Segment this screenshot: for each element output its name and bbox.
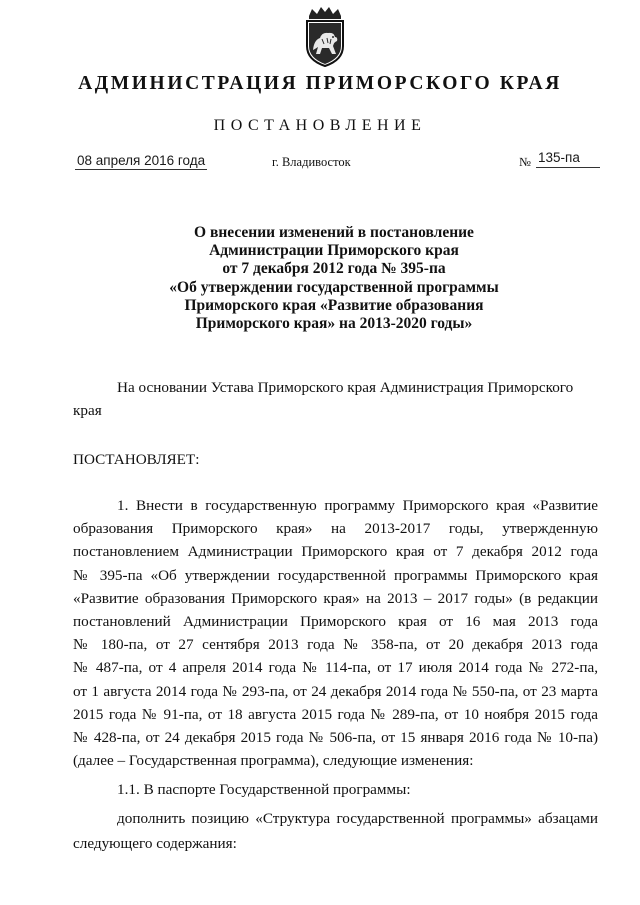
document-number: 135-па — [536, 149, 600, 168]
coat-of-arms-icon — [300, 6, 350, 68]
paragraph-2 — [73, 806, 598, 856]
paragraph-line: 2015 года № 91-па, от 18 августа 2015 года № 289-па, от 10 ноября 2015 года — [73, 705, 598, 723]
paragraph-line: «Развитие образования Приморского края» на 2013 – 2017 годы» (в редакции — [73, 589, 598, 607]
title-line: Приморского края» на 2013-2020 годы» — [195, 315, 473, 333]
paragraph-line: от 1 августа 2014 года № 293-па, от 24 декабря 2014 года № 550-па, от 23 марта — [73, 682, 598, 700]
title-line: от 7 декабря 2012 года № 395-па — [222, 260, 446, 278]
paragraph-1 — [73, 494, 598, 772]
basis-paragraph — [73, 376, 598, 422]
title-line: Администрации Приморского края — [209, 242, 459, 260]
title-line: «Об утверждении государственной программы — [169, 278, 499, 296]
document-date: 08 апреля 2016 года — [77, 153, 206, 168]
paragraph-line: № 487-па, от 4 апреля 2014 года № 114-па, от 17 июля 2014 года № 272-па, — [73, 659, 598, 677]
paragraph-line: следующего содержания: — [73, 835, 237, 852]
paragraph-line: № 180-па, от 27 сентября 2013 года № 358-па, от 20 декабря 2013 года — [73, 636, 598, 654]
paragraph-line: постановлением Администрации Приморского края от 7 декабря 2012 года — [73, 543, 598, 561]
title-line: Приморского края «Развитие образования — [184, 296, 484, 314]
paragraph-line: постановлений Администрации Приморского края от 16 мая 2013 года — [73, 612, 598, 630]
paragraph-line: (далее – Государственная программа), следующие изменения: — [73, 752, 474, 770]
paragraph-line: образования Приморского края» на 2013-2017 годы, утвержденную — [73, 520, 598, 538]
paragraph-line: № 428-па, от 24 декабря 2015 года № 506-па, от 15 января 2016 года № 10-па) — [73, 728, 598, 746]
basis-line: На основании Устава Приморского края Администрация Приморского — [117, 379, 574, 396]
document-type: ПОСТАНОВЛЕНИЕ — [213, 117, 427, 134]
basis-line: края — [73, 402, 102, 419]
organization-name: АДМИНИСТРАЦИЯ ПРИМОРСКОГО КРАЯ — [78, 73, 562, 94]
document-city: г. Владивосток — [272, 155, 351, 169]
title-line: О внесении изменений в постановление — [194, 224, 474, 241]
decree-heading: ПОСТАНОВЛЯЕТ: — [73, 451, 200, 468]
paragraph-line: дополнить позицию «Структура государственной программы» абзацами — [117, 810, 598, 827]
number-sign: № — [519, 155, 531, 169]
document-title — [0, 224, 640, 333]
paragraph-1-1: 1.1. В паспорте Государственной программы: — [117, 781, 411, 798]
paragraph-line: 1. Внести в государственную программу Приморского края «Развитие — [117, 497, 598, 514]
paragraph-line: № 395-па «Об утверждении государственной программы Приморского края — [73, 566, 598, 584]
